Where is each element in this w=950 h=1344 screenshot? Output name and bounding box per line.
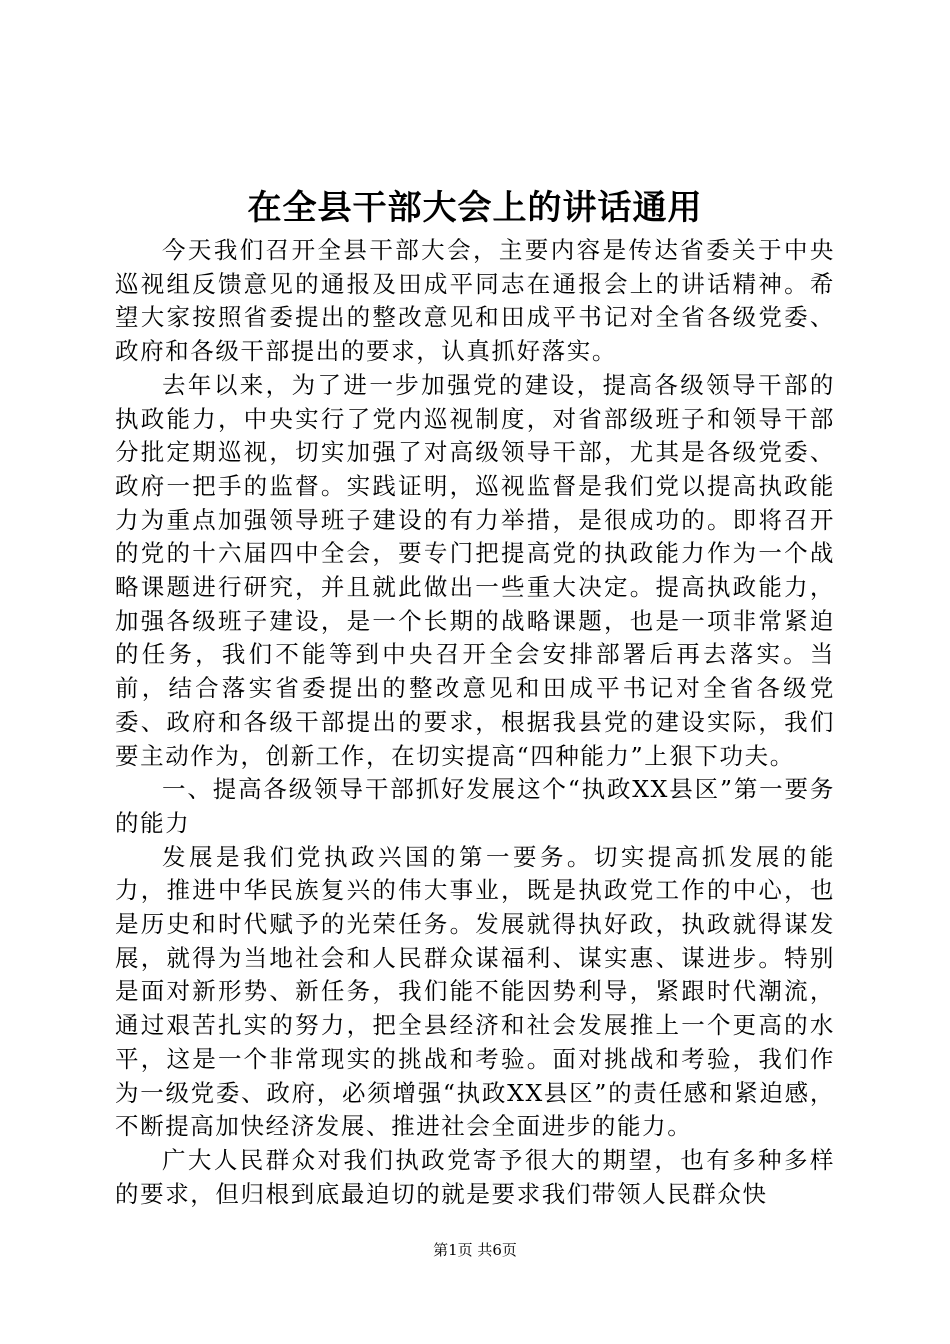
paragraph: 广大人民群众对我们执政党寄予很大的期望，也有多种多样的要求，但归根到底最迫切的就是要求我们带领人民群众快: [115, 1145, 835, 1208]
document-body: [115, 234, 835, 1211]
paragraph: 去年以来，为了进一步加强党的建设，提高各级领导干部的执政能力，中央实行了党内巡视制度，对省部级班子和领导干部分批定期巡视，切实加强了对高级领导干部，尤其是各级党委、政府一把手的监督。实践证明，巡视监督是我们党以提高执政能力为重点加强领导班子建设的有力举措，是很成功的。即将召开的党的十六届四中全会，要专门把提高党的执政能力作为一个战略课题进行研究，并且就此做出一些重大决定。提高执政能力，加强各级班子建设，是一个长期的战略课题，也是一项非常紧迫的任务，我们不能等到中央召开全会安排部署后再去落实。当前，结合落实省委提出的整改意见和田成平书记对全省各级党委、政府和各级干部提出的要求，根据我县党的建设实际，我们要主动作为，创新工作，在切实提高“四种能力”上狠下功夫。: [115, 370, 835, 770]
paragraph: 发展是我们党执政兴国的第一要务。切实提高抓发展的能力，推进中华民族复兴的伟大事业，既是执政党工作的中心，也是历史和时代赋予的光荣任务。发展就得执好政，执政就得谋发展，就得为当地社会和人民群众谋福利、谋实惠、谋进步。特别是面对新形势、新任务，我们能不能因势利导，紧跟时代潮流，通过艰苦扎实的努力，把全县经济和社会发展推上一个更高的水平，这是一个非常现实的挑战和考验。面对挑战和考验，我们作为一级党委、政府，必须增强“执政XX县区”的责任感和紧迫感，不断提高加快经济发展、推进社会全面进步的能力。: [115, 842, 835, 1141]
page-footer: 第1页 共6页: [433, 1241, 517, 1259]
paragraph: 今天我们召开全县干部大会，主要内容是传达省委关于中央巡视组反馈意见的通报及田成平同志在通报会上的讲话精神。希望大家按照省委提出的整改意见和田成平书记对全省各级党委、政府和各级干部提出的要求，认真抓好落实。: [115, 236, 835, 366]
section-heading: 一、提高各级领导干部抓好发展这个“执政XX县区”第一要务的能力: [115, 775, 835, 837]
document-title: 在全县干部大会上的讲话通用: [247, 188, 703, 228]
